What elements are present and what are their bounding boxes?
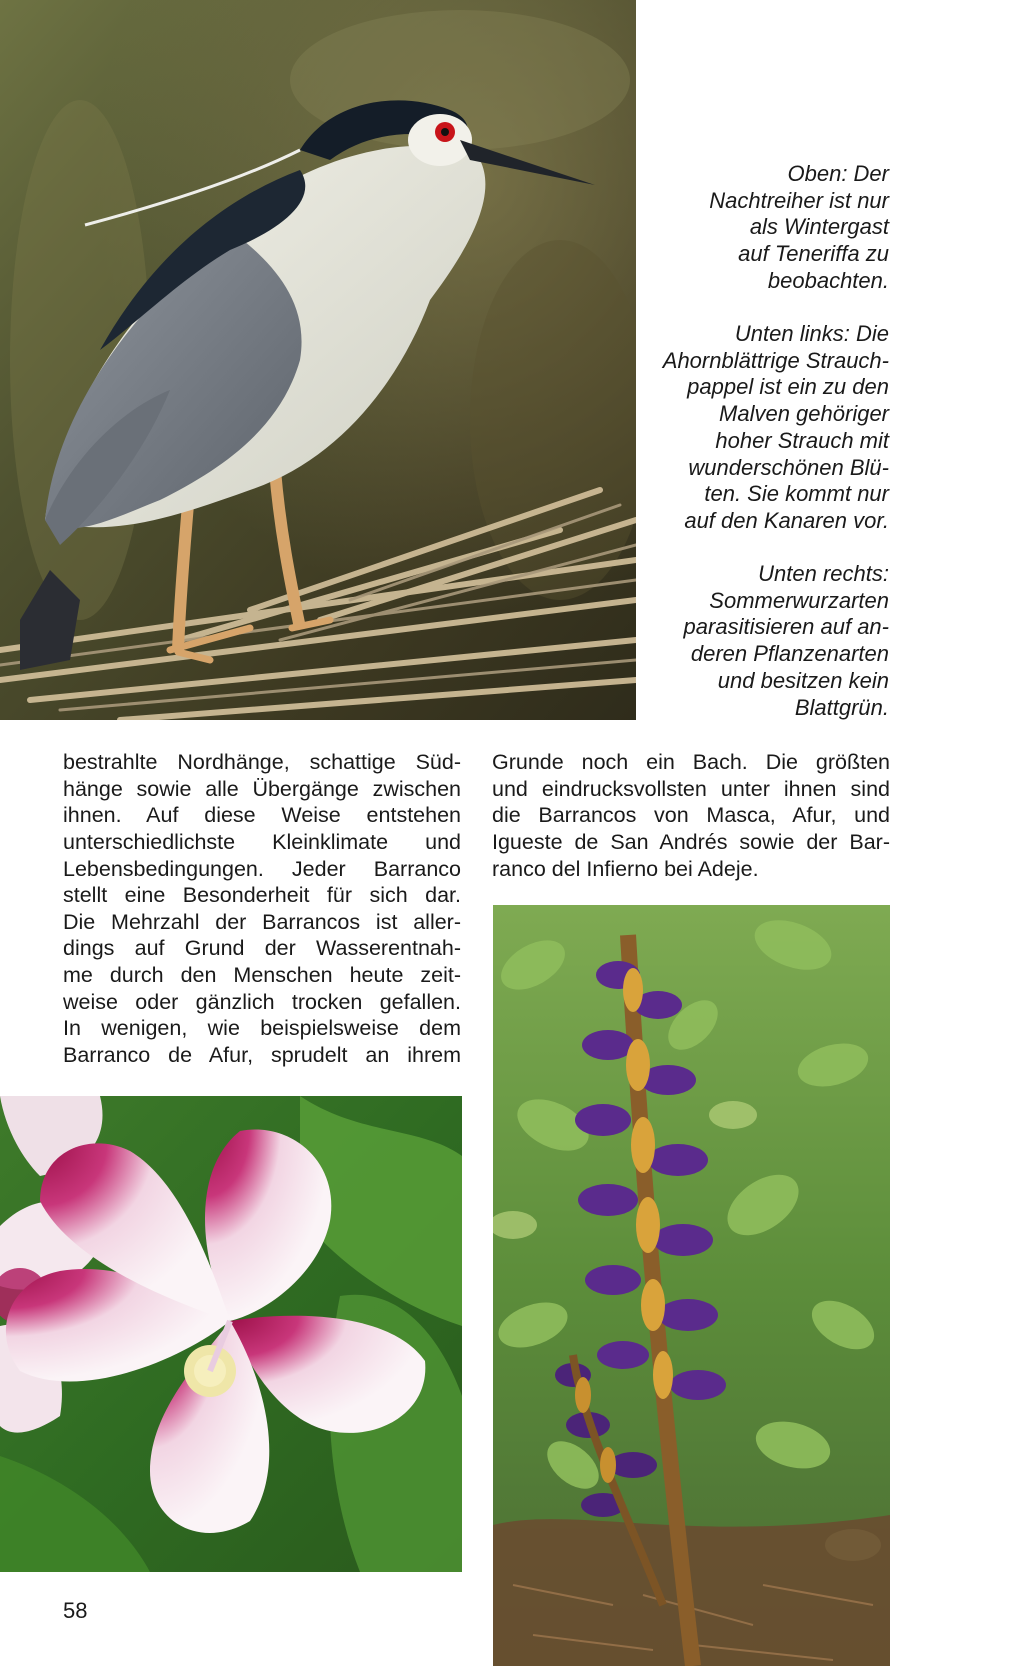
text-line: stellt eine Besonderheit für sich dar.	[63, 883, 461, 908]
text-line: Grunde noch ein Bach. Die größten	[492, 750, 890, 774]
caption-line: Malven gehöriger	[719, 401, 889, 427]
night-heron-photo	[0, 0, 636, 720]
text-line: und eindrucksvollsten unter ihnen sind	[492, 776, 890, 801]
caption-line: ten. Sie kommt nur	[704, 481, 889, 507]
text-column-right	[492, 749, 890, 882]
caption-line: als Wintergast	[749, 214, 889, 240]
text-line: me durch den Menschen heute zeit-	[63, 963, 461, 988]
caption-line: Blattgrün.	[794, 694, 889, 720]
caption-line: wunderschönen Blü-	[688, 454, 889, 480]
caption-line: Unten rechts:	[758, 561, 889, 586]
broomrape-photo	[493, 905, 890, 1666]
text-line: bestrahlte Nordhänge, schattige Süd-	[63, 750, 461, 774]
caption-bottom-right	[648, 561, 889, 721]
text-line: die Barrancos von Masca, Afur, und	[492, 803, 890, 828]
caption-line: auf den Kanaren vor.	[684, 507, 889, 533]
text-line: In wenigen, wie beispielsweise dem	[63, 1016, 461, 1041]
text-column-left	[63, 749, 461, 1069]
caption-line: parasitisieren auf an-	[683, 614, 889, 640]
text-line: ihnen. Auf diese Weise entstehen	[63, 803, 461, 828]
caption-line: beobachten.	[767, 267, 889, 293]
text-line: Igueste de San Andrés sowie der Bar-	[492, 829, 890, 854]
page-number: 58	[63, 1598, 88, 1623]
caption-line: Unten links: Die	[734, 321, 889, 346]
caption-line: deren Pflanzenarten	[690, 641, 889, 667]
caption-line: hoher Strauch mit	[715, 427, 889, 453]
text-line: dings auf Grund der Wasserentnah-	[63, 936, 461, 961]
text-line: weise oder gänzlich trocken gefallen.	[63, 989, 461, 1014]
caption-line: Nachtreiher ist nur	[709, 187, 889, 213]
text-line: Die Mehrzahl der Barrancos ist aller-	[63, 909, 461, 934]
caption-line: und besitzen kein	[717, 667, 889, 693]
caption-line: auf Teneriffa zu	[738, 241, 889, 267]
text-line: Barranco de Afur, sprudelt an ihrem	[63, 1043, 461, 1068]
text-line: Lebensbedingungen. Jeder Barranco	[63, 856, 461, 881]
text-line: unterschiedlichste Kleinklimate und	[63, 829, 461, 854]
text-line: ranco del Infierno bei Adeje.	[492, 856, 759, 881]
caption-line: Ahornblättrige Strauch-	[662, 347, 889, 373]
caption-top	[648, 161, 889, 295]
caption-line: pappel ist ein zu den	[687, 374, 889, 400]
caption-bottom-left	[648, 321, 889, 535]
text-line: hänge sowie alle Übergänge zwischen	[63, 776, 461, 801]
caption-line: Oben: Der	[787, 161, 889, 186]
mallow-flower-photo	[0, 1096, 462, 1572]
caption-line: Sommerwurzarten	[709, 587, 889, 613]
